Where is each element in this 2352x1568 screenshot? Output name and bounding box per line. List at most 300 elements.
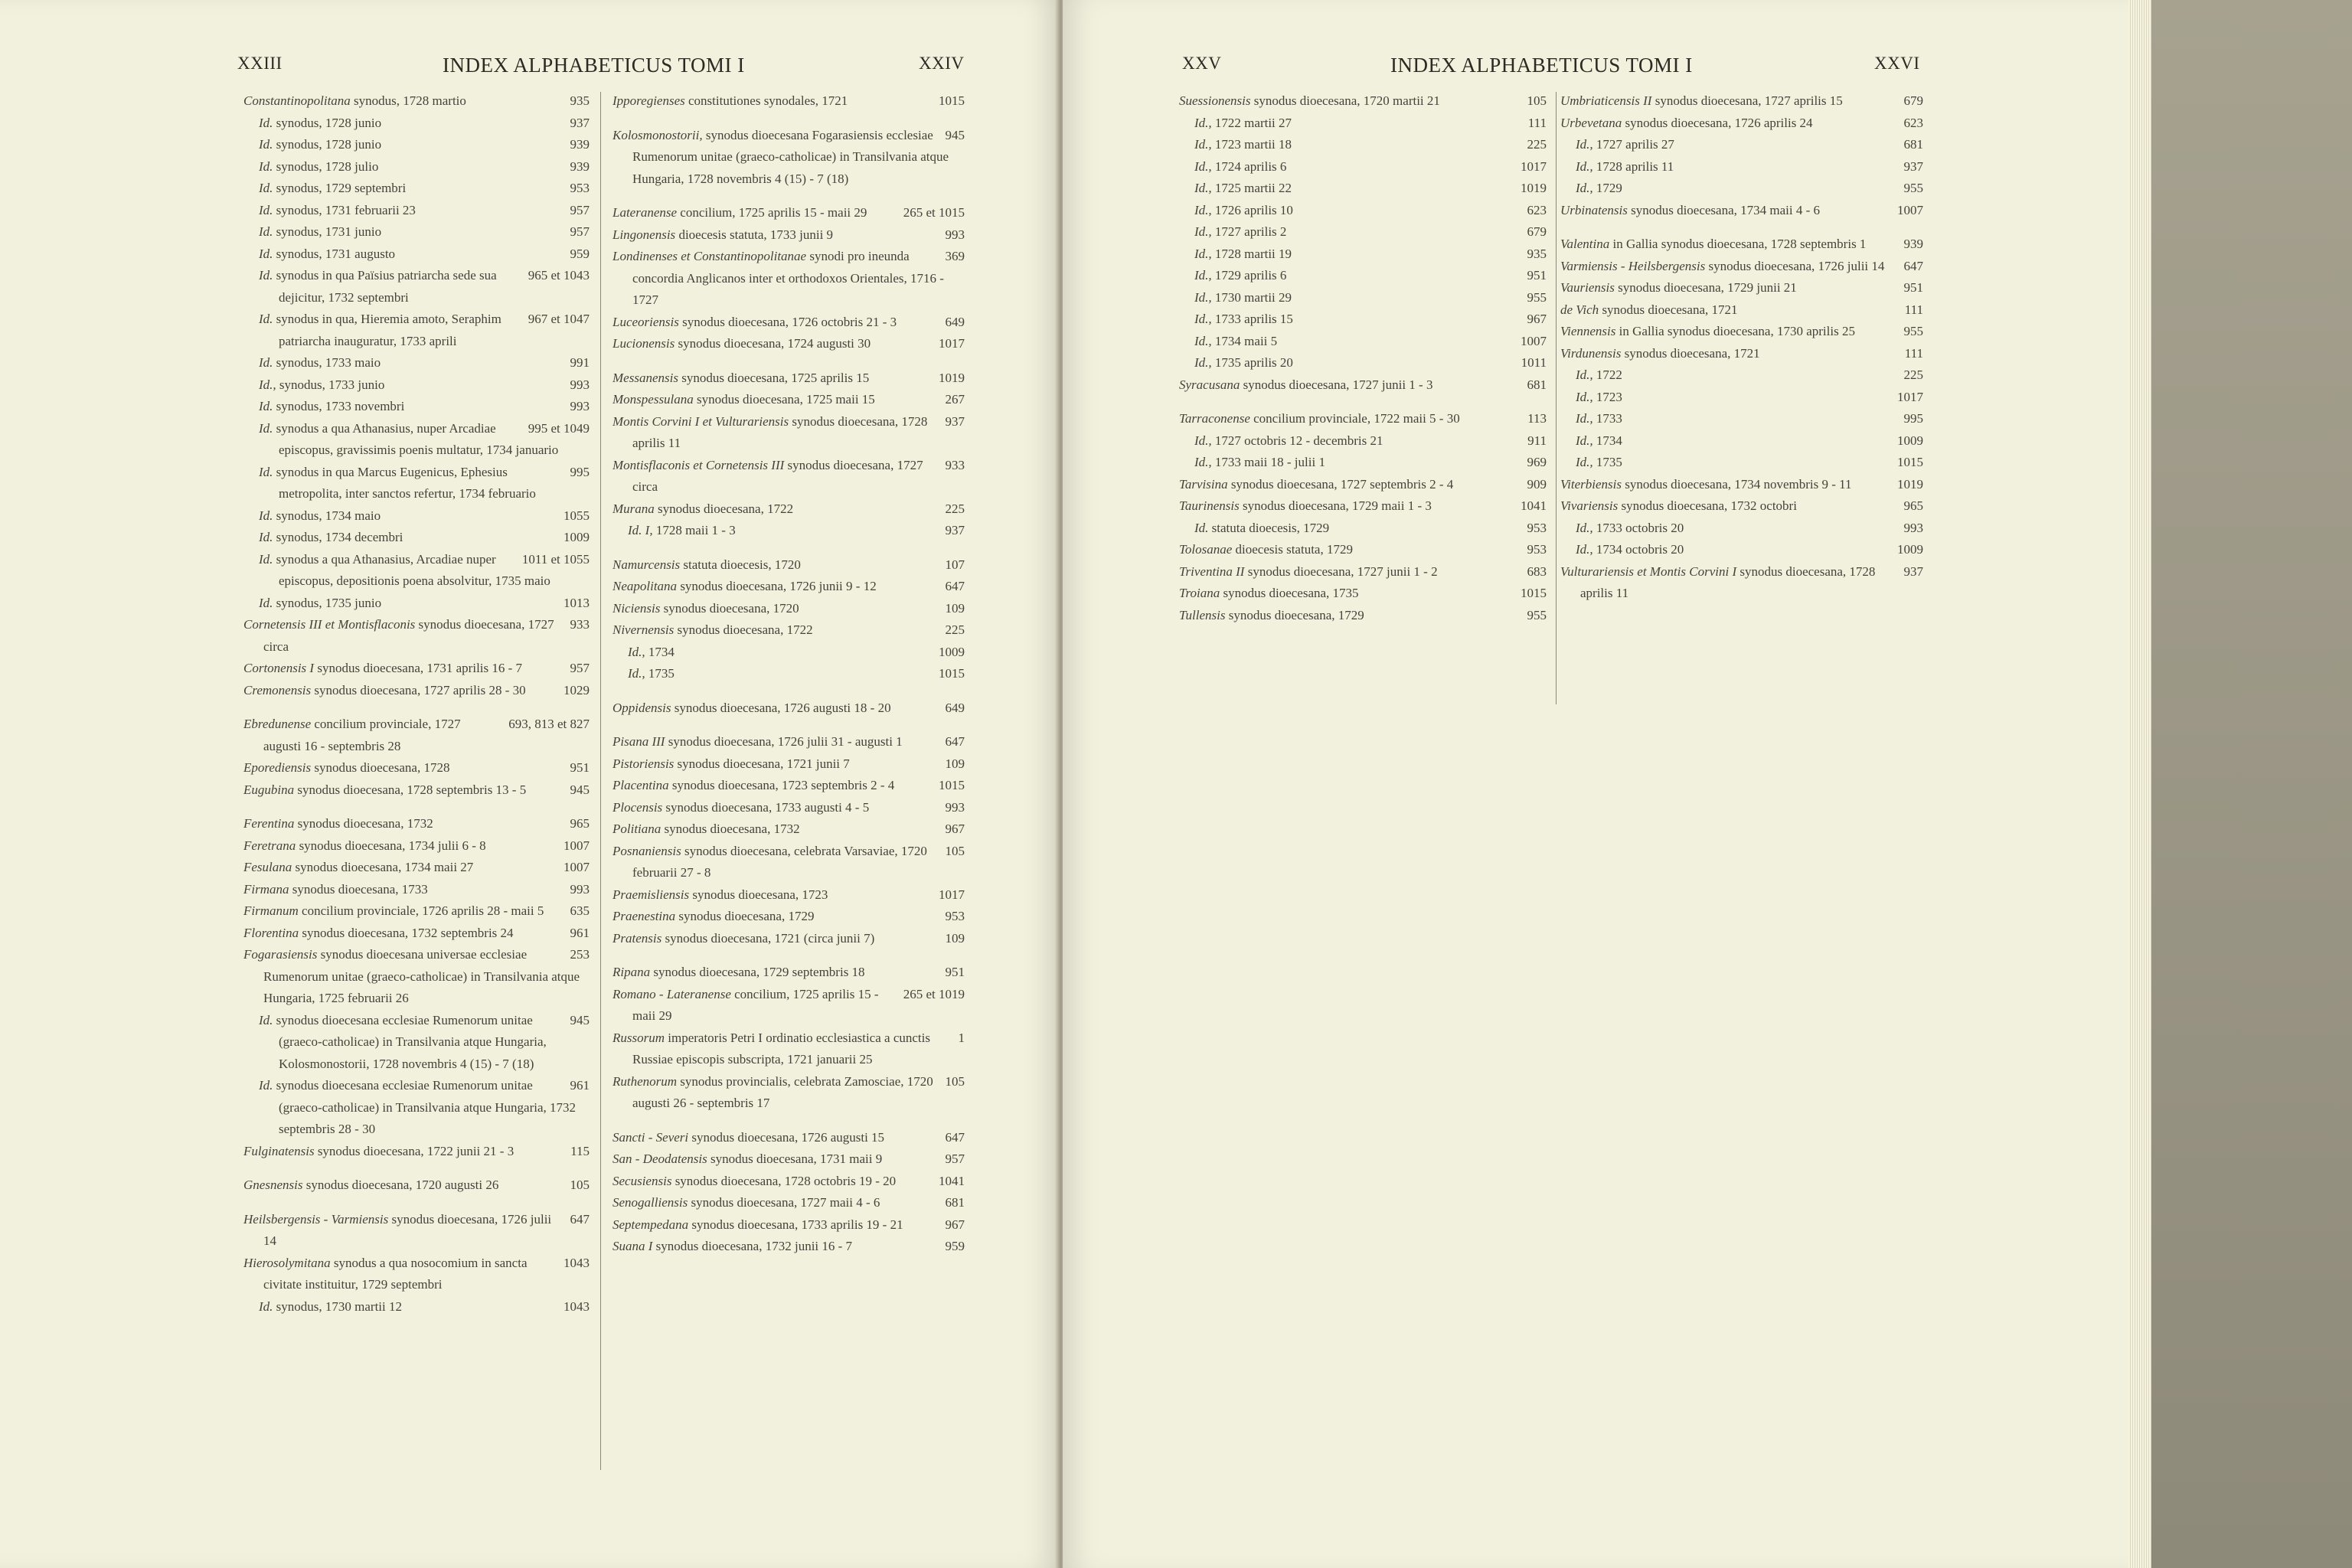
entry-text: synodus dioecesana ecclesiae Rumenorum unitae (graeco-catholicae) in Transilvania atque Hungaria, Kolosmonostorii, 1728 novembris 4 (15) - 7 (18) [273,1012,547,1071]
page-reference: 937 [1903,158,1923,174]
entry-name: Praenestina [612,909,676,923]
page-reference: 953 [945,909,965,923]
index-entry [243,1075,590,1141]
entry-text: concilium provinciale, 1727 augusti 16 - septembris 28 [263,717,461,753]
index-entry [1179,287,1547,309]
entry-name: Id. [259,530,273,544]
entry-text: synodus, 1728 junio [273,115,382,130]
page-reference: 225 [1527,137,1547,152]
entry-name: Id. [259,420,273,436]
index-entry [243,879,590,901]
index-entry [1560,134,1923,156]
index-entry [243,418,590,462]
page-reference: 647 [945,734,965,749]
entry-text: 1728 maii 1 - 3 [652,523,736,537]
entry-text: 1734 octobris 20 [1592,542,1684,557]
entry-name: Troiana [1179,586,1220,600]
entry-name: Eporediensis [243,760,312,775]
entry-text: synodus dioecesana universae ecclesiae Rumenorum unitae (graeco-catholicae) in Transilvania atque Hungaria, 1725 februarii 26 [263,947,580,1005]
entry-text: synodus, 1731 junio [273,224,382,239]
index-entry [243,614,590,658]
page-reference: 995 [1903,411,1923,426]
entry-text: synodus dioecesana, 1726 julii 31 - augusti 1 [665,734,903,749]
index-entry [1560,561,1923,605]
page-reference: 1017 [1897,389,1923,404]
index-entry [612,1071,965,1115]
entry-name: Id., [1194,137,1212,152]
entry-name: Id., [1194,158,1212,174]
index-entry [612,841,965,884]
index-entry [1560,474,1923,496]
entry-text: statuta dioecesis, 1720 [680,557,801,572]
entry-name: Id. [259,202,273,217]
page-reference: 1015 [939,666,965,681]
page-reference: 965 [1903,498,1923,513]
entry-name: Plocensis [612,799,663,815]
page-reference: 953 [1527,542,1547,557]
left-page-number-b: XXIV [919,54,965,73]
entry-text: synodus dioecesana, 1722 [654,501,794,516]
entry-name: Id. [259,464,273,479]
entry-text: 1734 maii 5 [1211,333,1278,348]
entry-text: synodus dioecesana, 1734 julii 6 - 8 [296,838,486,853]
left-running-title: INDEX ALPHABETICUS TOMI I [443,54,745,77]
entry-name: Ferentina [243,816,295,831]
index-entry [1560,452,1923,474]
page-reference: 225 [945,622,965,637]
index-entry [612,520,965,542]
entry-text: synodus a qua Athanasius, nuper Arcadiae episcopus, gravissimis poenis multatur, 1734 januario [273,420,559,457]
page-reference: 111 [1527,115,1547,130]
entry-text: 1733 maii 18 - julii 1 [1211,455,1325,469]
right-page-number-b: XXVI [1874,54,1920,73]
page-reference: 957 [570,661,590,675]
entry-text: 1728 martii 19 [1211,246,1292,261]
page-reference: 993 [570,881,590,897]
entry-name: Posnaniensis [612,843,681,858]
page-reference: 937 [945,413,965,429]
page-reference: 933 [570,617,590,632]
entry-text: synodus dioecesana, 1732 [661,822,800,836]
page-reference: 1017 [939,887,965,902]
page-reference: 623 [1903,115,1923,130]
entry-name: Septempedana [612,1217,689,1232]
page-reference: 951 [945,965,965,979]
entry-name: Luceoriensis [612,314,679,329]
index-entry [1560,539,1923,561]
entry-text: synodus dioecesana, 1728 aprilis 11 [1580,564,1876,600]
page-reference: 939 [570,158,590,174]
entry-text: synodus dioecesana Fogarasiensis ecclesiae Rumenorum unitae (graeco-catholicae) in Transilvania atque Hungaria, 1728 novembris 4 (15) - 7 (18) [632,127,949,186]
index-entry [612,554,965,577]
page-reference: 945 [570,782,590,797]
page-reference: 1015 [1521,586,1547,600]
page-reference: 1015 [939,778,965,792]
page-reference: 991 [570,355,590,370]
entry-text: synodus dioecesana, 1725 maii 15 [693,392,875,407]
entry-text: synodus dioecesana, 1727 aprilis 28 - 30 [311,682,526,697]
page-reference: 107 [945,557,965,572]
page-reference: 937 [945,523,965,537]
page-reference: 105 [1527,93,1547,108]
index-entry [243,1296,590,1318]
index-entry [1179,90,1547,113]
page-reference: 911 [1527,433,1547,448]
entry-text: synodus in qua Marcus Eugenicus, Ephesius metropolita, inter sanctos refertur, 1734 februario [273,464,536,501]
entry-text: synodi pro ineunda concordia Anglicanos inter et orthodoxos Orientales, 1716 - 1727 [632,249,944,307]
entry-text: synodus dioecesana, 1728 septembris 13 - 5 [294,782,527,797]
entry-name: Urbevetana [1560,115,1622,130]
index-entry [243,813,590,835]
index-entry [1179,539,1547,561]
page-reference: 993 [945,227,965,242]
entry-name: Russorum [612,1030,665,1045]
index-entry [1179,408,1547,430]
index-entry [612,906,965,928]
entry-text: synodus dioecesana, 1729 junii 21 [1614,280,1797,295]
page-reference: 225 [945,501,965,516]
entry-text: 1733 octobris 20 [1592,520,1684,535]
page-reference: 957 [570,224,590,239]
index-entry [612,125,965,191]
index-entry [612,731,965,753]
page-reference: 1007 [1521,333,1547,348]
index-entry [1179,583,1547,605]
page-reference: 993 [570,399,590,413]
page-reference: 965 [570,816,590,831]
page-reference: 111 [1904,302,1923,317]
page-reference: 1009 [564,530,590,544]
entry-text: synodus dioecesana, 1726 junii 9 - 12 [677,579,877,593]
entry-name: Neapolitana [612,579,678,593]
entry-name: Constantinopolitana [243,93,351,108]
index-entry [612,642,965,664]
entry-name: San - Deodatensis [612,1152,707,1166]
entry-name: Vulturariensis et Montis Corvini I [1560,564,1737,579]
page-reference: 683 [1527,564,1547,579]
index-entry [243,178,590,200]
page-reference: 679 [1527,224,1547,239]
entry-name: Firmana [243,881,289,897]
entry-name: Id. I, [628,523,653,537]
entry-text: synodus dioecesana, 1723 [689,887,828,902]
entry-name: Id., [1576,137,1593,152]
index-entry [1560,495,1923,518]
entry-text: synodus dioecesana, 1721 (circa junii 7) [662,930,875,946]
page-reference: 1007 [1897,202,1923,217]
entry-name: Id. [259,137,273,152]
page-reference: 109 [945,756,965,771]
index-entry [612,368,965,390]
entry-text: synodus, 1728 martio [350,93,466,108]
page-reference: 105 [945,843,965,858]
entry-name: Id., [1576,158,1593,174]
page-reference: 1015 [1897,455,1923,469]
index-entry [612,224,965,247]
page-reference: 1009 [1897,433,1923,448]
entry-text: statuta dioecesis, 1729 [1208,520,1330,535]
right-column-rule [1556,92,1557,704]
entry-name: Id. [259,115,273,130]
entry-text: synodus a qua nosocomium in sancta civitate instituitur, 1729 septembri [263,1255,528,1292]
index-entry [243,156,590,178]
entry-text: 1727 aprilis 2 [1211,224,1287,239]
page-reference: 265 et 1019 [903,986,965,1001]
entry-name: Hierosolymitana [243,1255,331,1270]
entry-text: in Gallia synodus dioecesana, 1728 septembris 1 [1609,237,1867,251]
page-reference: 1029 [564,682,590,697]
page-reference: 1011 et 1055 [521,551,590,567]
entry-name: Londinenses et Constantinopolitanae [612,249,807,263]
page-reference: 967 et 1047 [528,312,590,326]
entry-name: Id., [1576,411,1593,426]
index-entry [612,1236,965,1258]
entry-name: Ipporegienses [612,93,685,108]
right-running-title: INDEX ALPHABETICUS TOMI I [1390,54,1693,77]
page-reference: 945 [945,127,965,142]
entry-text: synodus dioecesana, 1726 augusti 18 - 20 [671,700,891,715]
index-entry [1179,518,1547,540]
index-entry [1560,113,1923,135]
page-reference: 935 [1527,246,1547,261]
entry-text: synodus dioecesana, 1726 julii 14 [263,1211,552,1248]
entry-name: Id., [628,666,645,681]
index-entry [243,1209,590,1253]
index-entry [243,134,590,156]
index-entry [1560,277,1923,299]
page-reference: 623 [1527,202,1547,217]
page-reference: 109 [945,930,965,946]
entry-name: Id. [259,158,273,174]
right-page [1063,0,2128,1568]
page-reference: 1015 [939,93,965,108]
entry-name: Kolosmonostorii, [612,127,703,142]
entry-name: Niciensis [612,600,661,616]
page-reference: 937 [1903,564,1923,579]
right-column-2 [1560,90,1923,605]
index-entry [243,1010,590,1076]
page-reference: 115 [570,1143,590,1158]
entry-name: Praemisliensis [612,887,690,902]
entry-name: Senogalliensis [612,1195,688,1210]
page-reference: 993 [570,377,590,392]
index-entry [243,1174,590,1197]
entry-name: Triventina II [1179,564,1245,579]
entry-name: Syracusana [1179,377,1240,392]
entry-name: Id. [259,508,273,523]
entry-name: Montisflaconis et Cornetensis III [612,457,785,472]
page-reference: 993 [1903,520,1923,535]
entry-text: synodus dioecesana, 1732 septembris 24 [299,925,514,940]
page-reference: 647 [570,1211,590,1227]
index-entry [1560,364,1923,387]
entry-name: Cornetensis III et Montisflaconis [243,617,416,632]
index-entry [612,312,965,334]
page-reference: 955 [1527,607,1547,622]
entry-text: synodus, 1733 novembri [273,399,405,413]
index-entry [243,1253,590,1296]
entry-text: synodus dioecesana, 1734 maii 4 - 6 [1627,202,1821,217]
page-reference: 1009 [1897,542,1923,557]
entry-text: synodus dioecesana, 1727 septembris 2 - 4 [1227,476,1454,492]
page-reference: 995 et 1049 [528,420,590,436]
entry-name: Id., [1194,333,1212,348]
index-entry [1179,113,1547,135]
page-reference: 939 [1903,237,1923,251]
page-reference: 267 [945,392,965,407]
index-entry [1560,408,1923,430]
entry-name: Id., [1194,115,1212,130]
index-entry [1179,200,1547,222]
entry-name: Urbinatensis [1560,202,1628,217]
entry-text: synodus provincialis, celebrata Zamosciae, 1720 augusti 26 - septembris 17 [632,1073,933,1110]
right-page-number-a: XXV [1182,54,1222,73]
entry-text: synodus dioecesana, 1727 junii 1 - 3 [1240,377,1433,392]
page-reference: 955 [1903,181,1923,195]
left-page-number-a: XXIII [237,54,283,73]
entry-name: Id. [259,399,273,413]
entry-text: synodus dioecesana, 1727 circa [632,457,923,494]
index-entry [612,818,965,841]
page-reference: 951 [1903,280,1923,295]
entry-name: Ebredunense [243,717,312,731]
entry-text: synodus dioecesana, 1727 maii 4 - 6 [688,1195,880,1210]
page-reference: 937 [570,115,590,130]
entry-name: Lingonensis [612,227,676,242]
entry-name: Tolosanae [1179,542,1233,557]
entry-text: synodus dioecesana, 1720 [660,600,799,616]
page-reference: 693, 813 et 827 [508,717,590,731]
page-reference: 1019 [1521,181,1547,195]
entry-name: Romano - Lateranense [612,986,731,1001]
entry-text: synodus dioecesana, 1726 augusti 15 [688,1129,885,1145]
entry-name: Id., [1194,224,1212,239]
entry-name: Messanensis [612,370,678,385]
entry-name: Id. [259,551,273,567]
page-reference: 1017 [939,336,965,351]
page-reference: 945 [570,1012,590,1027]
page-reference: 953 [570,181,590,195]
index-entry [243,374,590,397]
entry-text: synodus dioecesana, 1731 maii 9 [707,1152,883,1166]
entry-name: Suessionensis [1179,93,1251,108]
index-entry [243,462,590,505]
entry-text: synodus dioecesana, 1727 circa [263,617,554,654]
entry-name: Montis Corvini I et Vulturariensis [612,413,789,429]
page-reference: 957 [945,1152,965,1166]
entry-name: Id., [1576,389,1593,404]
entry-name: Varmiensis - Heilsbergensis [1560,258,1706,273]
entry-name: Cortonensis I [243,661,315,675]
index-entry [612,202,965,224]
page-reference: 1007 [564,838,590,853]
index-entry [243,505,590,528]
entry-text: synodus dioecesana, 1729 septembris 18 [650,965,865,979]
page-reference: 681 [1527,377,1547,392]
page-reference: 961 [570,1078,590,1093]
entry-name: Id., [259,377,276,392]
index-entry [1560,430,1923,452]
index-entry [612,884,965,906]
page-reference: 105 [570,1178,590,1192]
index-entry [243,944,590,1010]
index-entry [1560,178,1923,200]
index-entry [243,658,590,680]
entry-text: 1733 [1592,411,1622,426]
entry-name: Id. [259,246,273,261]
index-entry [243,527,590,549]
page-reference: 1041 [939,1173,965,1188]
entry-text: synodus dioecesana, 1728 aprilis 11 [632,413,928,450]
index-entry [1560,321,1923,343]
entry-text: concilium, 1725 aprilis 15 - maii 29 [632,986,879,1023]
entry-name: Pistoriensis [612,756,675,771]
entry-text: 1726 aprilis 10 [1211,202,1293,217]
page-reference: 1011 [1521,355,1547,370]
page-reference: 1009 [939,644,965,659]
page-reference: 969 [1527,455,1547,469]
entry-name: Politiana [612,822,662,836]
index-entry [612,246,965,312]
entry-name: Id., [1194,246,1212,261]
page-reference: 681 [945,1195,965,1210]
entry-name: Lateranense [612,205,678,220]
entry-name: Ruthenorum [612,1073,678,1089]
entry-name: Suana I [612,1239,653,1253]
index-entry [1179,430,1547,452]
index-entry [243,352,590,374]
index-entry [1179,309,1547,331]
index-entry [612,697,965,720]
entry-text: synodus, 1728 junio [273,137,382,152]
index-entry [1560,200,1923,222]
index-entry [612,1214,965,1236]
page-reference: 649 [945,314,965,329]
left-column-1 [243,90,590,1318]
right-page-edges [2128,0,2151,1568]
index-entry [612,411,965,455]
entry-name: Id. [259,1012,273,1027]
entry-text: synodus, 1731 augusto [273,246,396,261]
index-entry [1179,474,1547,496]
entry-name: Id., [1194,355,1212,370]
index-entry [243,309,590,352]
index-entry [1560,256,1923,278]
index-entry [1560,234,1923,256]
entry-text: synodus dioecesana, 1733 aprilis 19 - 21 [688,1217,903,1232]
page-reference: 265 et 1015 [903,205,965,220]
index-entry [612,1127,965,1149]
entry-text: concilium, 1725 aprilis 15 - maii 29 [677,205,867,220]
entry-text: synodus dioecesana, 1728 [311,760,450,775]
entry-name: Id. [259,224,273,239]
index-entry [612,663,965,685]
entry-name: Id., [1576,433,1593,448]
index-entry [1179,178,1547,200]
index-entry [612,928,965,950]
entry-text: synodus dioecesana, 1724 augusti 30 [675,336,871,351]
page-reference: 647 [945,1129,965,1145]
page-reference: 967 [945,1217,965,1232]
entry-text: synodus dioecesana, 1734 novembris 9 - 11 [1621,476,1852,492]
index-entry [1179,561,1547,583]
entry-name: Id., [1576,368,1593,382]
entry-text: synodus dioecesana, 1726 julii 14 [1705,258,1885,273]
page-reference: 105 [945,1073,965,1089]
entry-text: 1722 [1592,368,1622,382]
page-reference: 935 [570,93,590,108]
entry-text: 1727 aprilis 27 [1592,137,1674,152]
